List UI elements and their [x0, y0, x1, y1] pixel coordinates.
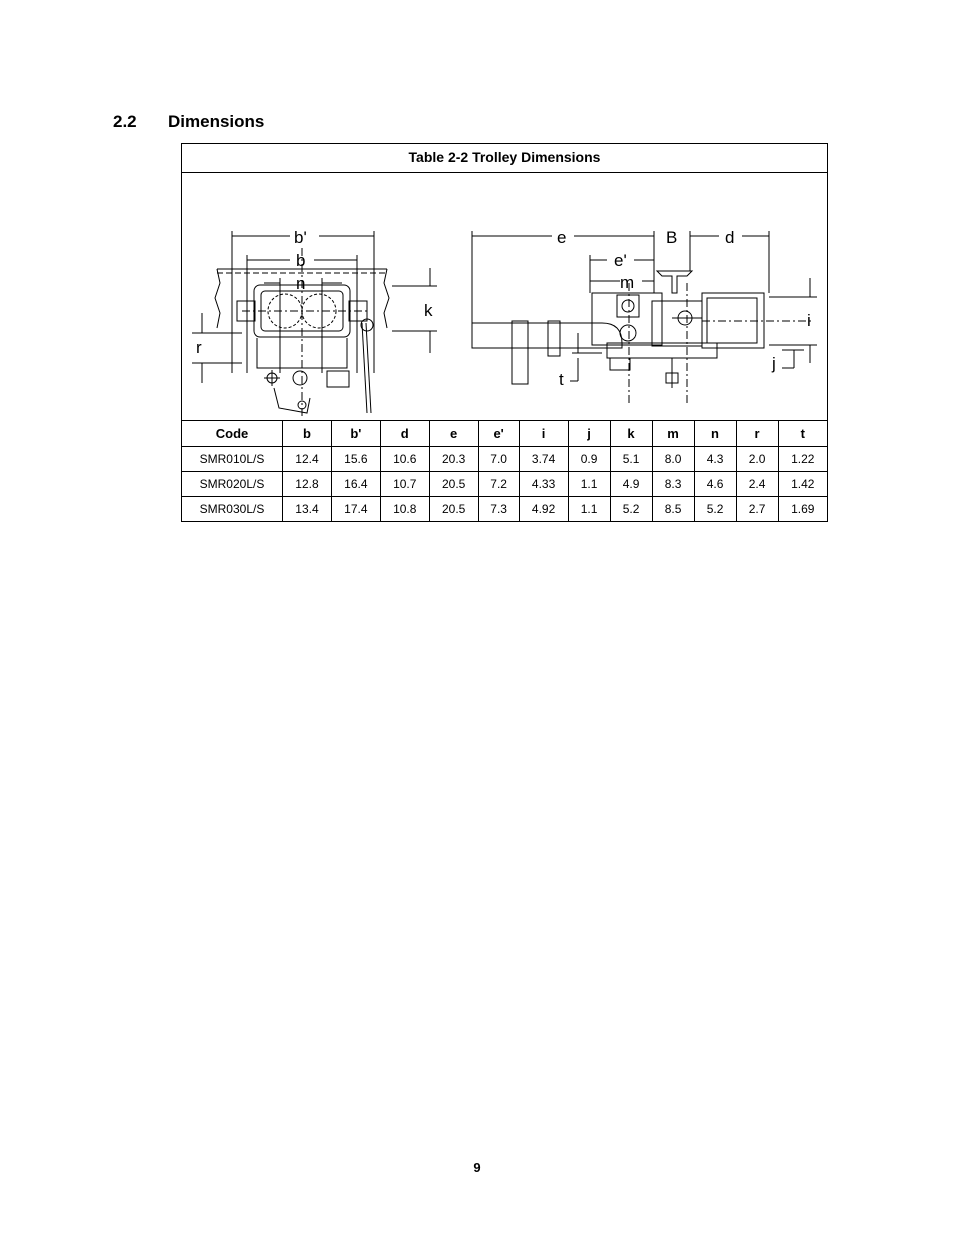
- col-header: k: [610, 421, 652, 447]
- col-header: b: [283, 421, 332, 447]
- col-header: d: [380, 421, 429, 447]
- col-header: i: [519, 421, 568, 447]
- label-b: b: [296, 251, 306, 270]
- label-m: m: [620, 273, 635, 292]
- table-cell: 7.3: [478, 497, 519, 522]
- table-cell: 5.1: [610, 447, 652, 472]
- end-view-drawing: [192, 231, 437, 418]
- label-i: i: [807, 311, 811, 330]
- table-cell: SMR030L/S: [182, 497, 283, 522]
- table-cell: SMR020L/S: [182, 472, 283, 497]
- table-cell: 0.9: [568, 447, 610, 472]
- table-cell: 8.3: [652, 472, 694, 497]
- label-t: t: [559, 370, 564, 389]
- section-heading: [113, 112, 264, 132]
- table-cell: 10.7: [380, 472, 429, 497]
- table-header-row: [182, 421, 827, 447]
- col-header: n: [694, 421, 736, 447]
- label-B: B: [666, 228, 678, 247]
- table-cell: 10.8: [380, 497, 429, 522]
- label-k: k: [424, 301, 433, 320]
- col-header: j: [568, 421, 610, 447]
- trolley-drawing: [182, 173, 827, 421]
- col-header: e': [478, 421, 519, 447]
- table-caption: Table 2-2 Trolley Dimensions: [182, 144, 827, 173]
- label-e-prime: e': [614, 251, 627, 270]
- side-view-drawing: [472, 231, 817, 403]
- table-row: [182, 472, 827, 497]
- table-cell: 8.5: [652, 497, 694, 522]
- table-cell: 20.3: [429, 447, 478, 472]
- table-cell: 5.2: [610, 497, 652, 522]
- table-cell: 20.5: [429, 472, 478, 497]
- section-number: 2.2: [113, 112, 137, 131]
- label-b-prime: b': [294, 228, 307, 247]
- section-title: Dimensions: [168, 112, 265, 131]
- table-cell: 17.4: [331, 497, 380, 522]
- table-cell: 4.33: [519, 472, 568, 497]
- table-cell: 1.22: [778, 447, 827, 472]
- dimensions-table: [181, 143, 828, 522]
- col-header: r: [736, 421, 778, 447]
- col-header: t: [778, 421, 827, 447]
- table-cell: 3.74: [519, 447, 568, 472]
- table-cell: 4.6: [694, 472, 736, 497]
- table-row: [182, 447, 827, 472]
- col-header: m: [652, 421, 694, 447]
- table-cell: 4.92: [519, 497, 568, 522]
- table-cell: 20.5: [429, 497, 478, 522]
- table-cell: 1.69: [778, 497, 827, 522]
- table-cell: 7.2: [478, 472, 519, 497]
- label-j: j: [772, 354, 776, 373]
- table-cell: 1.1: [568, 472, 610, 497]
- table-cell: 7.0: [478, 447, 519, 472]
- table-cell: 15.6: [331, 447, 380, 472]
- col-header: e: [429, 421, 478, 447]
- table-cell: SMR010L/S: [182, 447, 283, 472]
- table-cell: 1.42: [778, 472, 827, 497]
- table-row: [182, 497, 827, 522]
- table-cell: 1.1: [568, 497, 610, 522]
- dimensions-data-table: [182, 421, 827, 521]
- table-cell: 8.0: [652, 447, 694, 472]
- table-cell: 2.7: [736, 497, 778, 522]
- label-d: d: [725, 228, 735, 247]
- table-cell: 4.9: [610, 472, 652, 497]
- table-cell: 4.3: [694, 447, 736, 472]
- table-cell: 12.4: [283, 447, 332, 472]
- table-cell: 13.4: [283, 497, 332, 522]
- table-cell: 2.4: [736, 472, 778, 497]
- page-number: 9: [473, 1160, 481, 1175]
- table-cell: 12.8: [283, 472, 332, 497]
- label-r: r: [196, 338, 202, 357]
- col-header: b': [331, 421, 380, 447]
- col-header: Code: [215, 426, 249, 441]
- table-cell: 16.4: [331, 472, 380, 497]
- label-n: n: [296, 274, 306, 293]
- table-cell: 5.2: [694, 497, 736, 522]
- table-cell: 10.6: [380, 447, 429, 472]
- label-e: e: [557, 228, 567, 247]
- table-cell: 2.0: [736, 447, 778, 472]
